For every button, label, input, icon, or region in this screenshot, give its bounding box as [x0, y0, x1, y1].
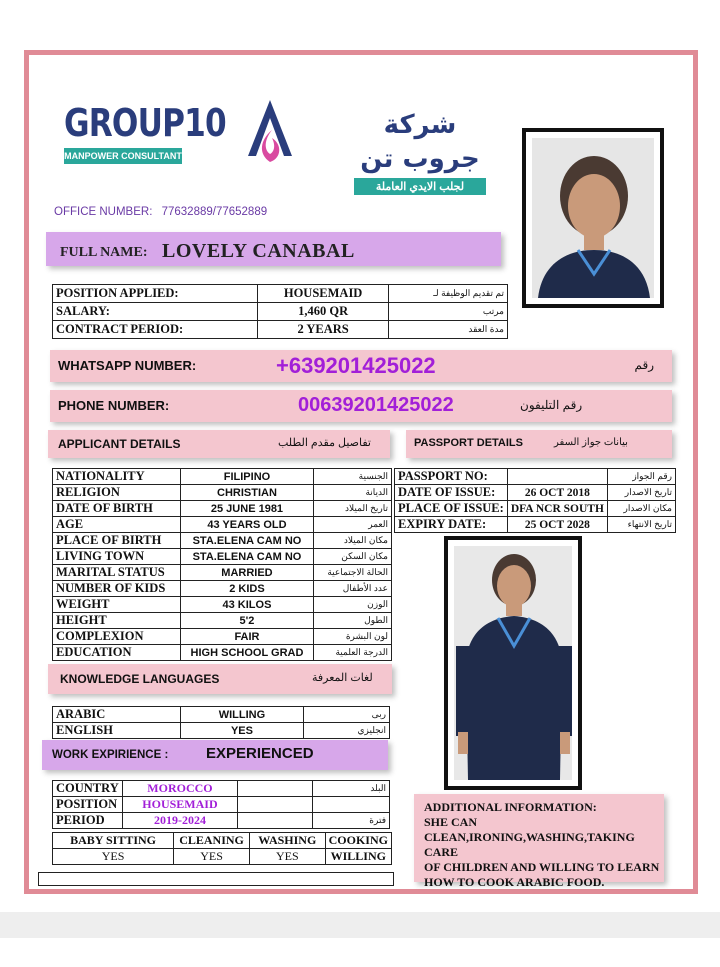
passport-table — [394, 468, 676, 533]
row-arabic: تم تقديم الوظيفة لـ — [388, 285, 507, 303]
row-value: 25 JUNE 1981 — [180, 501, 314, 517]
applicant-details-arabic: تفاصيل مقدم الطلب — [278, 437, 371, 449]
row-label: WEIGHT — [53, 597, 181, 613]
row-label: ENGLISH — [53, 723, 181, 739]
work-experience-bar — [42, 740, 388, 770]
row-value: YES — [180, 723, 304, 739]
row-arabic: تاريخ الانتهاء — [607, 517, 675, 533]
row-label: HEIGHT — [53, 613, 181, 629]
skills-value-row — [53, 849, 392, 865]
row-value: STA.ELENA CAM NO — [180, 533, 314, 549]
row-value: 43 YEARS OLD — [180, 517, 314, 533]
additional-info-line: SHE CAN — [424, 815, 478, 829]
row-arabic: الحالة الاجتماعية — [314, 565, 392, 581]
languages-arabic: لغات المعرفة — [312, 672, 373, 684]
row-value: DFA NCR SOUTH — [507, 501, 607, 517]
row-value: MOROCCO — [122, 781, 237, 797]
row-value: FAIR — [180, 629, 314, 645]
phone-label: PHONE NUMBER: — [58, 398, 170, 413]
skills-header-row — [53, 833, 392, 849]
table-row — [53, 533, 392, 549]
row-label: POSITION — [53, 797, 123, 813]
row-value: HOUSEMAID — [122, 797, 237, 813]
table-row — [53, 469, 392, 485]
phone-value: 00639201425022 — [298, 394, 454, 416]
row-extra — [238, 813, 313, 829]
group10-logo-subtitle: MANPOWER CONSULTANT — [64, 148, 182, 164]
table-row — [53, 613, 392, 629]
skills-table — [52, 832, 392, 865]
row-arabic: ربى — [304, 707, 390, 723]
applicant-details-label: APPLICANT DETAILS — [58, 437, 181, 451]
office-number-value: 77632889/77652889 — [161, 206, 268, 218]
row-label: CONTRACT PERIOD: — [53, 321, 258, 339]
table-row — [53, 813, 390, 829]
additional-info-line: HOW TO COOK ARABIC FOOD. — [424, 875, 605, 889]
row-arabic: العمر — [314, 517, 392, 533]
table-row — [53, 597, 392, 613]
table-row — [53, 501, 392, 517]
row-value — [507, 469, 607, 485]
row-label: RELIGION — [53, 485, 181, 501]
arabic-logo — [354, 108, 486, 195]
skills-value-cell: YES — [53, 849, 174, 865]
additional-info-line: CLEAN,IRONING,WASHING,TAKING CARE — [424, 830, 635, 859]
row-label: PLACE OF BIRTH — [53, 533, 181, 549]
row-label: POSITION APPLIED: — [53, 285, 258, 303]
row-label: EDUCATION — [53, 645, 181, 661]
row-value: 2 YEARS — [258, 321, 389, 339]
row-value: CHRISTIAN — [180, 485, 314, 501]
row-arabic: الطول — [314, 613, 392, 629]
phone-arabic: رقم التليفون — [520, 398, 583, 412]
row-label: ARABIC — [53, 707, 181, 723]
row-arabic: فترة — [312, 813, 389, 829]
row-arabic: البلد — [312, 781, 389, 797]
skills-header-cell: BABY SITTING — [53, 833, 174, 849]
row-label: PASSPORT NO: — [395, 469, 508, 485]
table-row — [53, 797, 390, 813]
skills-value-cell: WILLING — [325, 849, 391, 865]
table-row — [53, 581, 392, 597]
skills-header-cell: WASHING — [249, 833, 325, 849]
table-row — [53, 285, 508, 303]
row-label: LIVING TOWN — [53, 549, 181, 565]
flame-logo-icon — [242, 96, 298, 168]
office-number-label: OFFICE NUMBER: — [54, 206, 153, 218]
row-arabic: مرتب — [388, 303, 507, 321]
table-row — [53, 321, 508, 339]
page-gap — [0, 912, 720, 938]
applicant-details-table — [52, 468, 392, 661]
row-value: 2019-2024 — [122, 813, 237, 829]
whatsapp-label: WHATSAPP NUMBER: — [58, 358, 197, 373]
row-arabic: مكان السكن — [314, 549, 392, 565]
row-label: SALARY: — [53, 303, 258, 321]
arabic-logo-name: شركة جروب تن — [360, 110, 480, 174]
row-value: 26 OCT 2018 — [507, 485, 607, 501]
row-label: MARITAL STATUS — [53, 565, 181, 581]
row-label: DATE OF BIRTH — [53, 501, 181, 517]
row-label: PLACE OF ISSUE: — [395, 501, 508, 517]
position-table — [52, 284, 508, 339]
table-row — [53, 781, 390, 797]
row-label: AGE — [53, 517, 181, 533]
empty-notes-box — [38, 872, 394, 886]
row-arabic: مدة العقد — [388, 321, 507, 339]
additional-info-line: OF CHILDREN AND WILLING TO LEARN — [424, 860, 660, 874]
row-value: STA.ELENA CAM NO — [180, 549, 314, 565]
passport-details-label: PASSPORT DETAILS — [414, 437, 523, 449]
passport-details-arabic: بيانات جواز السفر — [554, 437, 628, 448]
row-value: 43 KILOS — [180, 597, 314, 613]
table-row — [395, 517, 676, 533]
row-label: COMPLEXION — [53, 629, 181, 645]
office-number — [54, 206, 267, 218]
row-arabic: الدرجة العلمية — [314, 645, 392, 661]
table-row — [395, 469, 676, 485]
skills-value-cell: YES — [249, 849, 325, 865]
row-extra — [238, 781, 313, 797]
row-label: NUMBER OF KIDS — [53, 581, 181, 597]
row-label: NATIONALITY — [53, 469, 181, 485]
table-row — [53, 565, 392, 581]
table-row — [53, 629, 392, 645]
languages-label: KNOWLEDGE LANGUAGES — [60, 672, 220, 686]
fullbody-photo — [444, 536, 582, 790]
table-row — [53, 549, 392, 565]
table-row — [395, 485, 676, 501]
table-row — [53, 645, 392, 661]
languages-header — [48, 664, 392, 694]
skills-value-cell: YES — [174, 849, 250, 865]
table-row — [53, 485, 392, 501]
group10-logo-text: GROUP10 — [64, 101, 226, 145]
skills-header-cell: COOKING — [325, 833, 391, 849]
table-row — [53, 707, 390, 723]
table-row — [53, 303, 508, 321]
row-value: WILLING — [180, 707, 304, 723]
additional-info-text — [424, 800, 664, 890]
row-arabic: مكان الاصدار — [607, 501, 675, 517]
row-label: COUNTRY — [53, 781, 123, 797]
row-arabic: مكان الميلاد — [314, 533, 392, 549]
row-value: 25 OCT 2028 — [507, 517, 607, 533]
row-value: 5'2 — [180, 613, 314, 629]
row-arabic: عدد الأطفال — [314, 581, 392, 597]
row-arabic: تاريخ الاصدار — [607, 485, 675, 501]
additional-info-box — [414, 794, 664, 889]
additional-info-title: ADDITIONAL INFORMATION: — [424, 800, 597, 814]
full-name-label: FULL NAME: — [60, 245, 148, 260]
whatsapp-arabic: رقم — [634, 358, 654, 372]
row-arabic: رقم الجواز — [607, 469, 675, 485]
experience-table — [52, 780, 390, 829]
row-arabic: لون البشرة — [314, 629, 392, 645]
table-row — [53, 517, 392, 533]
row-arabic: الديانة — [314, 485, 392, 501]
row-value: HIGH SCHOOL GRAD — [180, 645, 314, 661]
applicant-details-header — [48, 430, 390, 458]
row-arabic: الجنسية — [314, 469, 392, 485]
row-value: MARRIED — [180, 565, 314, 581]
row-value: HOUSEMAID — [258, 285, 389, 303]
row-value: 2 KIDS — [180, 581, 314, 597]
full-name-bar — [46, 232, 501, 266]
skills-header-cell: CLEANING — [174, 833, 250, 849]
arabic-logo-subtitle: لجلب الايدي العاملة — [354, 178, 486, 195]
table-row — [395, 501, 676, 517]
phone-bar — [50, 390, 672, 422]
row-arabic: الوزن — [314, 597, 392, 613]
table-row — [53, 723, 390, 739]
headshot-photo — [522, 128, 664, 308]
row-arabic: تاريخ الميلاد — [314, 501, 392, 517]
row-arabic — [312, 797, 389, 813]
languages-table — [52, 706, 390, 739]
group10-logo — [64, 101, 261, 164]
whatsapp-value: +639201425022 — [276, 353, 436, 378]
row-label: EXPIRY DATE: — [395, 517, 508, 533]
work-experience-value: EXPERIENCED — [206, 745, 314, 762]
photo-fullbody-icon — [454, 546, 572, 780]
row-value: FILIPINO — [180, 469, 314, 485]
passport-details-header — [406, 430, 672, 458]
row-value: 1,460 QR — [258, 303, 389, 321]
work-experience-label: WORK EXPIRIENCE : — [52, 749, 169, 761]
whatsapp-bar — [50, 350, 672, 382]
row-arabic: انجليزي — [304, 723, 390, 739]
full-name-value: LOVELY CANABAL — [162, 240, 355, 262]
photo-headshot-icon — [532, 138, 654, 298]
row-extra — [238, 797, 313, 813]
row-label: DATE OF ISSUE: — [395, 485, 508, 501]
row-label: PERIOD — [53, 813, 123, 829]
